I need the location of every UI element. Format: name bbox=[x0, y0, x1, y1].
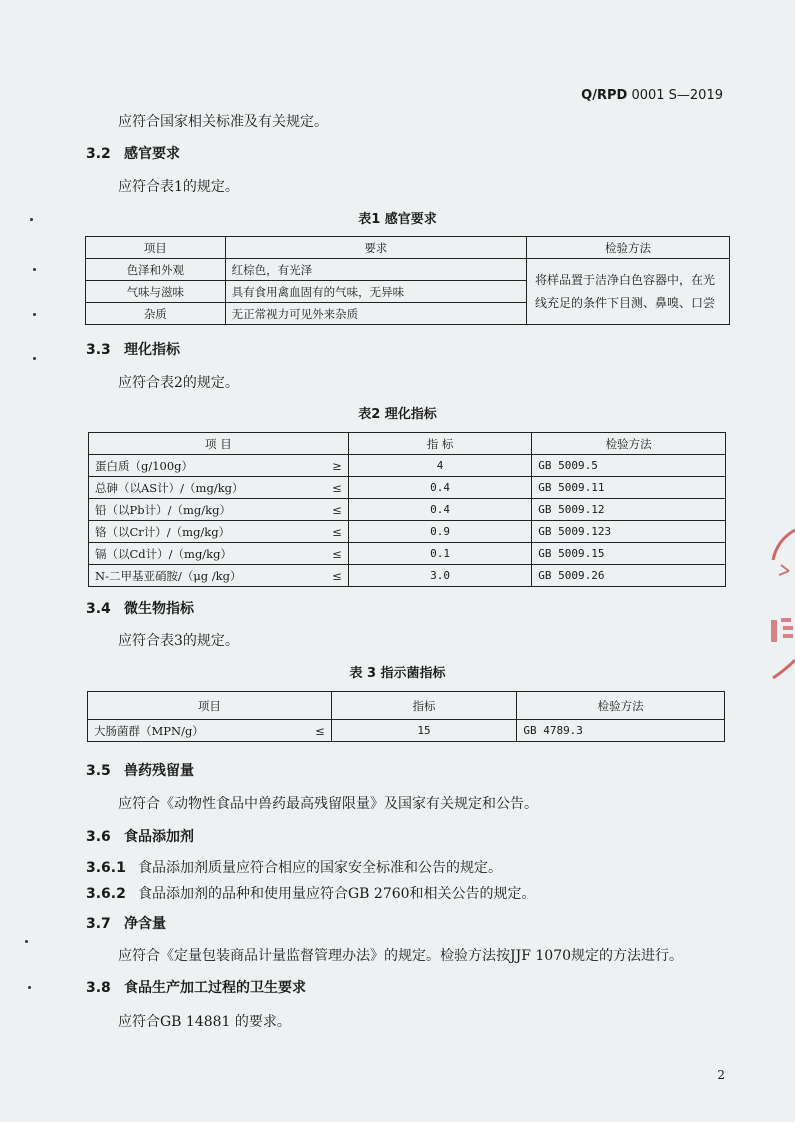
table-cell: GB 5009.5 bbox=[532, 455, 726, 477]
table-row bbox=[88, 692, 725, 720]
table-header-cell: 检验方法 bbox=[532, 433, 726, 455]
binding-hole-mark bbox=[28, 986, 31, 989]
section-3-2-text: 应符合表1的规定。 bbox=[118, 179, 239, 195]
section-3-3-heading: 3.3 理化指标 bbox=[86, 342, 180, 358]
table-cell: 0.4 bbox=[348, 499, 532, 521]
table-3-microbial bbox=[87, 691, 725, 742]
table-header-cell: 指 标 bbox=[348, 433, 532, 455]
table-header-cell: 要求 bbox=[225, 237, 526, 259]
table-cell: 0.1 bbox=[348, 543, 532, 565]
table-cell: ≤ bbox=[312, 565, 348, 587]
table-cell-method: 将样品置于洁净白色容器中，在光 线充足的条件下目测、鼻嗅、口尝 bbox=[527, 259, 730, 325]
table-cell: 15 bbox=[331, 720, 517, 742]
table-1-sensory bbox=[85, 236, 730, 325]
table-row bbox=[89, 521, 726, 543]
table-cell: 0.9 bbox=[348, 521, 532, 543]
table-cell: 色泽和外观 bbox=[86, 259, 226, 281]
section-3-6-2: 3.6.2 食品添加剂的品种和使用量应符合GB 2760和相关公告的规定。 bbox=[86, 886, 536, 902]
table-header-cell: 检验方法 bbox=[517, 692, 725, 720]
table-cell: GB 5009.15 bbox=[532, 543, 726, 565]
table-header-cell: 项目 bbox=[86, 237, 226, 259]
binding-hole-mark bbox=[30, 218, 33, 221]
table-cell: 杂质 bbox=[86, 303, 226, 325]
table-2-caption: 表2 理化指标 bbox=[358, 407, 437, 422]
table-cell: 铬（以Cr计）/（mg/kg） bbox=[89, 521, 313, 543]
section-3-3-text: 应符合表2的规定。 bbox=[118, 375, 239, 391]
section-3-7-heading: 3.7 净含量 bbox=[86, 916, 166, 932]
table-cell: 镉（以Cd计）/（mg/kg） bbox=[89, 543, 313, 565]
section-3-5-heading: 3.5 兽药残留量 bbox=[86, 763, 194, 779]
table-cell: 总砷（以AS计）/（mg/kg） bbox=[89, 477, 313, 499]
table-header-cell: 检验方法 bbox=[527, 237, 730, 259]
section-3-6-1: 3.6.1 食品添加剂质量应符合相应的国家安全标准和公告的规定。 bbox=[86, 860, 502, 876]
table-cell: 气味与滋味 bbox=[86, 281, 226, 303]
section-3-6-heading: 3.6 食品添加剂 bbox=[86, 829, 194, 845]
section-3-7-text: 应符合《定量包装商品计量监督管理办法》的规定。检验方法按JJF 1070规定的方法进行。 bbox=[118, 948, 684, 964]
table-cell: N-二甲基亚硝胺/（μg /kg） bbox=[89, 565, 313, 587]
table-cell: ≤ bbox=[312, 521, 348, 543]
table-cell: ≤ bbox=[312, 543, 348, 565]
table-cell: 0.4 bbox=[348, 477, 532, 499]
table-cell: 大肠菌群（MPN/g） bbox=[88, 720, 296, 742]
table-cell: ≤ bbox=[312, 499, 348, 521]
table-cell: 红棕色，有光泽 bbox=[225, 259, 526, 281]
table-cell: ≥ bbox=[312, 455, 348, 477]
table-cell: GB 5009.123 bbox=[532, 521, 726, 543]
table-cell: 蛋白质（g/100g） bbox=[89, 455, 313, 477]
table-row bbox=[89, 565, 726, 587]
table-cell: 具有食用禽血固有的气味，无异味 bbox=[225, 281, 526, 303]
table-cell: GB 5009.26 bbox=[532, 565, 726, 587]
table-header-cell: 指标 bbox=[331, 692, 517, 720]
table-row bbox=[86, 259, 730, 281]
section-3-4-text: 应符合表3的规定。 bbox=[118, 633, 239, 649]
table-cell: 4 bbox=[348, 455, 532, 477]
table-cell: 铅（以Pb计）/（mg/kg） bbox=[89, 499, 313, 521]
table-3-caption: 表 3 指示菌指标 bbox=[349, 666, 446, 681]
table-cell: GB 4789.3 bbox=[517, 720, 725, 742]
table-row bbox=[89, 455, 726, 477]
table-row bbox=[89, 433, 726, 455]
binding-hole-mark bbox=[25, 940, 28, 943]
table-row bbox=[86, 237, 730, 259]
table-header-cell: 项目 bbox=[88, 692, 332, 720]
table-cell: GB 5009.12 bbox=[532, 499, 726, 521]
table-header-cell: 项 目 bbox=[89, 433, 349, 455]
section-3-8-heading: 3.8 食品生产加工过程的卫生要求 bbox=[86, 980, 306, 996]
table-row bbox=[89, 477, 726, 499]
table-row bbox=[89, 499, 726, 521]
document-code: Q/RPD 0001 S—2019 bbox=[581, 88, 723, 103]
table-1-caption: 表1 感官要求 bbox=[358, 212, 437, 227]
section-3-5-text: 应符合《动物性食品中兽药最高残留限量》及国家有关规定和公告。 bbox=[118, 796, 538, 812]
section-3-4-heading: 3.4 微生物指标 bbox=[86, 601, 194, 617]
binding-hole-mark bbox=[33, 357, 36, 360]
table-cell: 无正常视力可见外来杂质 bbox=[225, 303, 526, 325]
section-3-8-text: 应符合GB 14881 的要求。 bbox=[118, 1014, 291, 1030]
table-row bbox=[88, 720, 725, 742]
table-row bbox=[89, 543, 726, 565]
table-cell: GB 5009.11 bbox=[532, 477, 726, 499]
table-cell: ≤ bbox=[295, 720, 331, 742]
binding-hole-mark bbox=[33, 313, 36, 316]
section-3-2-heading: 3.2 感官要求 bbox=[86, 146, 180, 162]
intro-paragraph: 应符合国家相关标准及有关规定。 bbox=[118, 114, 328, 130]
binding-hole-mark bbox=[33, 268, 36, 271]
red-seal-fragment bbox=[767, 520, 795, 680]
page-number: 2 bbox=[717, 1068, 725, 1082]
table-cell: 3.0 bbox=[348, 565, 532, 587]
table-2-physicochemical bbox=[88, 432, 726, 587]
table-cell: ≤ bbox=[312, 477, 348, 499]
